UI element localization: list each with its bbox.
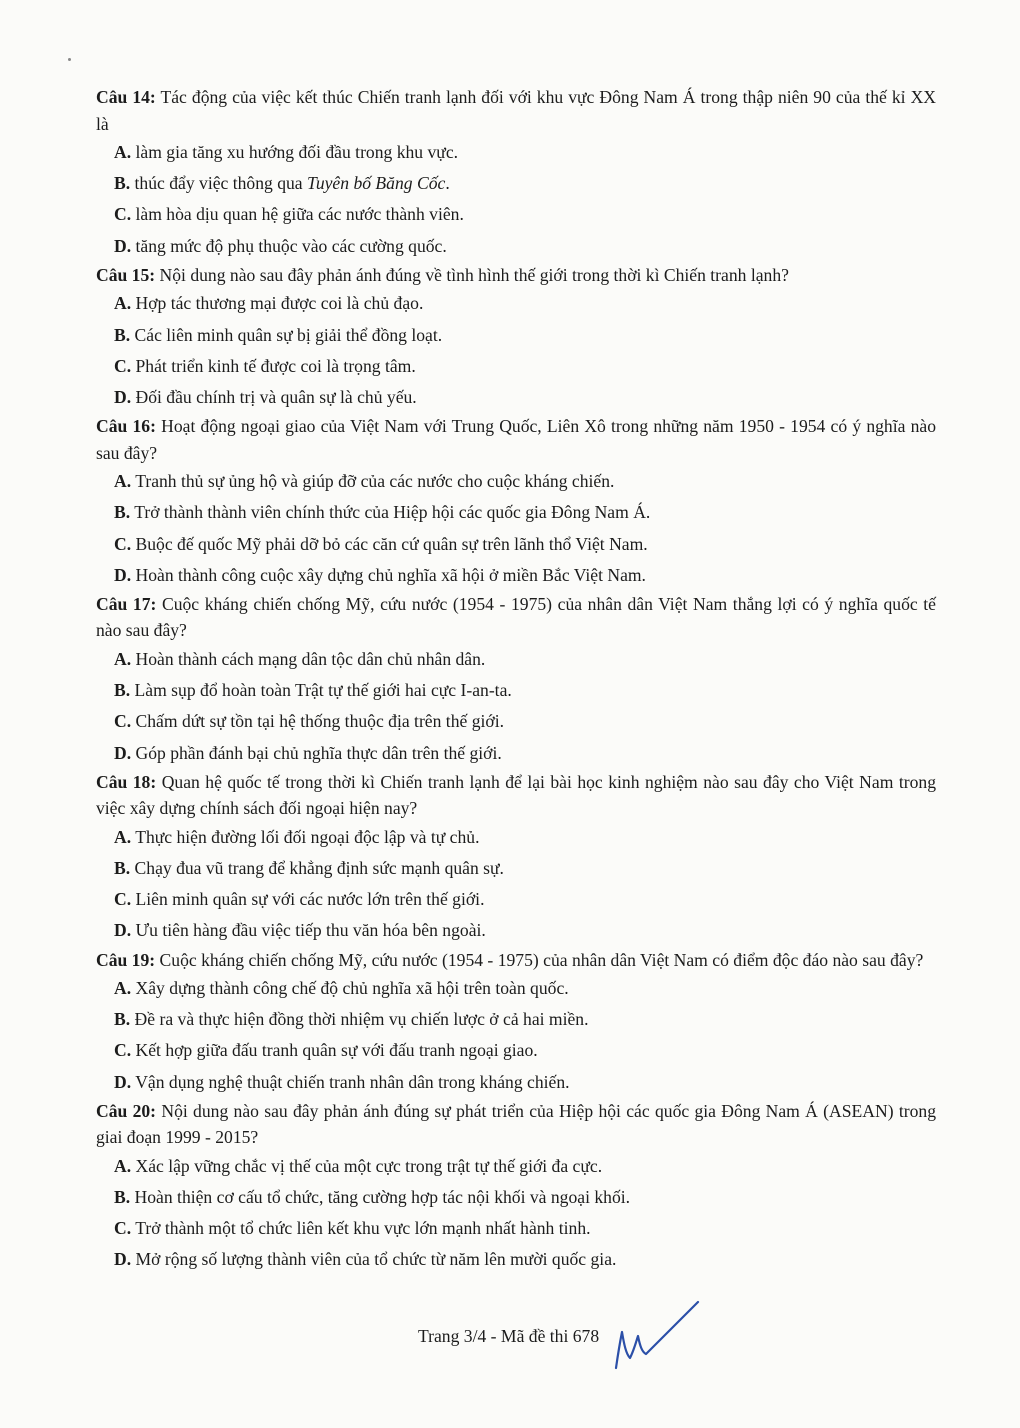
option-text: Trở thành thành viên chính thức của Hiệp hội các quốc gia Đông Nam Á.	[134, 502, 651, 523]
option-text: Xây dựng thành công chế độ chủ nghĩa xã hội trên toàn quốc.	[135, 978, 569, 999]
option-text: Các liên minh quân sự bị giải thể đồng loạt.	[134, 324, 443, 345]
answer-option	[96, 320, 936, 351]
question-number: Câu 15:	[96, 264, 156, 285]
option-letter: C.	[114, 533, 132, 554]
question-stem	[96, 591, 936, 644]
option-letter: A.	[114, 142, 132, 162]
option-letter: A.	[114, 471, 132, 492]
option-text: Làm sụp đổ hoàn toàn Trật tự thế giới hai cực I-an-ta.	[134, 680, 512, 701]
answer-option	[96, 915, 936, 946]
option-text: Chạy đua vũ trang để khẳng định sức mạnh quân sự.	[134, 857, 504, 878]
answer-option	[96, 1213, 936, 1244]
option-letter: C.	[114, 204, 132, 225]
question-16	[96, 413, 936, 591]
answer-option	[96, 529, 936, 560]
question-text: Cuộc kháng chiến chống Mỹ, cứu nước (1954 - 1975) của nhân dân Việt Nam thắng lợi có ý nghĩa quốc tế nào sau đây?	[96, 593, 936, 641]
answer-option	[96, 382, 936, 413]
option-text: Hoàn thiện cơ cấu tổ chức, tăng cường hợp tác nội khối và ngoại khối.	[134, 1187, 631, 1208]
answer-option	[96, 706, 936, 737]
answer-option	[96, 560, 936, 591]
signature-icon	[612, 1292, 702, 1372]
option-letter: D.	[114, 386, 132, 407]
answer-option	[96, 1151, 936, 1182]
option-text: Trở thành một tổ chức liên kết khu vực lớn mạnh nhất hành tinh.	[135, 1218, 591, 1239]
option-letter: D.	[114, 564, 132, 585]
question-text: Tác động của việc kết thúc Chiến tranh lạnh đối với khu vực Đông Nam Á trong thập niên 90 của thế kỉ XX là	[96, 87, 936, 134]
answer-option	[96, 1004, 936, 1035]
option-text: Hoàn thành công cuộc xây dựng chủ nghĩa xã hội ở miền Bắc Việt Nam.	[135, 564, 646, 585]
answer-option	[96, 853, 936, 884]
option-letter: D.	[114, 742, 132, 763]
option-letter: C.	[114, 355, 132, 376]
option-text: Xác lập vững chắc vị thế của một cực trong trật tự thế giới đa cực.	[135, 1155, 603, 1176]
question-stem	[96, 769, 936, 822]
option-text: Vận dụng nghệ thuật chiến tranh nhân dân trong kháng chiến.	[135, 1071, 570, 1092]
question-number: Câu 18:	[96, 771, 157, 792]
question-list	[96, 84, 936, 1276]
option-text: Ưu tiên hàng đầu việc tiếp thu văn hóa bên ngoài.	[135, 920, 486, 941]
option-letter: B.	[114, 173, 131, 194]
answer-option	[96, 675, 936, 706]
question-stem	[96, 947, 936, 974]
question-text: Nội dung nào sau đây phản ánh đúng sự phát triển của Hiệp hội các quốc gia Đông Nam Á (ASEAN) trong giai đoạn 1999 - 2015?	[96, 1100, 936, 1148]
answer-option	[96, 1182, 936, 1213]
question-stem	[96, 413, 936, 466]
question-19	[96, 947, 936, 1098]
option-letter: A.	[114, 1155, 132, 1176]
answer-option	[96, 1035, 936, 1066]
answer-option	[96, 738, 936, 769]
option-letter: D.	[114, 1071, 132, 1092]
option-letter: A.	[114, 293, 132, 314]
answer-option	[96, 644, 936, 675]
option-text: Thực hiện đường lối đối ngoại độc lập và tự chủ.	[135, 826, 480, 847]
option-letter: B.	[114, 502, 131, 523]
question-text: Nội dung nào sau đây phản ánh đúng về tình hình thế giới trong thời kì Chiến tranh lạnh?	[159, 264, 789, 285]
option-text: Liên minh quân sự với các nước lớn trên thế giới.	[135, 889, 485, 910]
question-17	[96, 591, 936, 769]
question-number: Câu 20:	[96, 1100, 157, 1121]
option-text-end: .	[445, 173, 450, 194]
option-letter: B.	[114, 324, 131, 345]
question-number: Câu 14:	[96, 87, 156, 107]
answer-option	[96, 884, 936, 915]
answer-option	[96, 168, 936, 199]
option-text: Hoàn thành cách mạng dân tộc dân chủ nhân dân.	[135, 648, 486, 669]
answer-option	[96, 231, 936, 262]
scan-speck	[68, 58, 71, 61]
answer-option	[96, 351, 936, 382]
answer-option	[96, 466, 936, 497]
option-letter: B.	[114, 680, 131, 701]
option-letter: C.	[114, 1040, 132, 1061]
option-text: Mở rộng số lượng thành viên của tổ chức từ năm lên mười quốc gia.	[135, 1249, 617, 1270]
answer-option	[96, 288, 936, 319]
option-letter: A.	[114, 826, 132, 847]
option-text: Phát triển kinh tế được coi là trọng tâm.	[135, 355, 416, 376]
option-letter: C.	[114, 711, 132, 732]
option-text: làm hòa dịu quan hệ giữa các nước thành viên.	[135, 204, 464, 225]
option-letter: A.	[114, 978, 132, 999]
option-text: Đối đầu chính trị và quân sự là chủ yếu.	[135, 386, 417, 407]
answer-option	[96, 199, 936, 230]
question-text: Quan hệ quốc tế trong thời kì Chiến tranh lạnh để lại bài học kinh nghiệm nào sau đây cho Việt Nam trong việc xây dựng chính sách đối ngoại hiện nay?	[96, 771, 936, 819]
question-stem	[96, 262, 936, 289]
question-stem	[96, 1098, 936, 1151]
option-text: Chấm dứt sự tồn tại hệ thống thuộc địa trên thế giới.	[135, 711, 504, 732]
option-text: Buộc đế quốc Mỹ phải dỡ bỏ các căn cứ quân sự trên lãnh thổ Việt Nam.	[135, 533, 648, 554]
question-14	[96, 84, 936, 262]
answer-option	[96, 1244, 936, 1275]
option-text: Góp phần đánh bại chủ nghĩa thực dân trên thế giới.	[135, 742, 502, 763]
question-18	[96, 769, 936, 947]
option-text: Hợp tác thương mại được coi là chủ đạo.	[135, 293, 424, 314]
question-20	[96, 1098, 936, 1276]
question-number: Câu 16:	[96, 416, 156, 437]
answer-option	[96, 137, 936, 168]
option-text: tăng mức độ phụ thuộc vào các cường quốc.	[135, 235, 447, 256]
answer-option	[96, 973, 936, 1004]
option-letter: D.	[114, 920, 132, 941]
option-text: Đề ra và thực hiện đồng thời nhiệm vụ chiến lược ở cả hai miền.	[134, 1009, 589, 1030]
option-text: thúc đẩy việc thông qua	[134, 173, 308, 194]
option-letter: A.	[114, 648, 132, 669]
question-15	[96, 262, 936, 413]
question-text: Cuộc kháng chiến chống Mỹ, cứu nước (1954 - 1975) của nhân dân Việt Nam có điểm độc đáo nào sau đây?	[159, 949, 924, 970]
option-letter: D.	[114, 1249, 132, 1270]
answer-option	[96, 497, 936, 528]
option-letter: B.	[114, 1009, 131, 1030]
option-text: Tranh thủ sự ủng hộ và giúp đỡ của các nước cho cuộc kháng chiến.	[135, 471, 615, 492]
question-text: Hoạt động ngoại giao của Việt Nam với Trung Quốc, Liên Xô trong những năm 1950 - 1954 có ý nghĩa nào sau đây?	[96, 416, 937, 463]
option-letter: C.	[114, 889, 132, 910]
question-number: Câu 17:	[96, 593, 157, 614]
option-letter: C.	[114, 1218, 132, 1239]
option-italic-title: Tuyên bố Băng Cốc	[307, 173, 446, 194]
page-footer: Trang 3/4 - Mã đề thi 678	[418, 1326, 600, 1346]
option-letter: D.	[114, 235, 132, 256]
option-text: làm gia tăng xu hướng đối đầu trong khu vực.	[135, 142, 459, 162]
option-letter: B.	[114, 1187, 131, 1208]
option-text: Kết hợp giữa đấu tranh quân sự với đấu tranh ngoại giao.	[135, 1040, 538, 1061]
question-number: Câu 19:	[96, 949, 156, 970]
answer-option	[96, 822, 936, 853]
question-stem	[96, 84, 936, 137]
option-letter: B.	[114, 857, 131, 878]
answer-option	[96, 1067, 936, 1098]
